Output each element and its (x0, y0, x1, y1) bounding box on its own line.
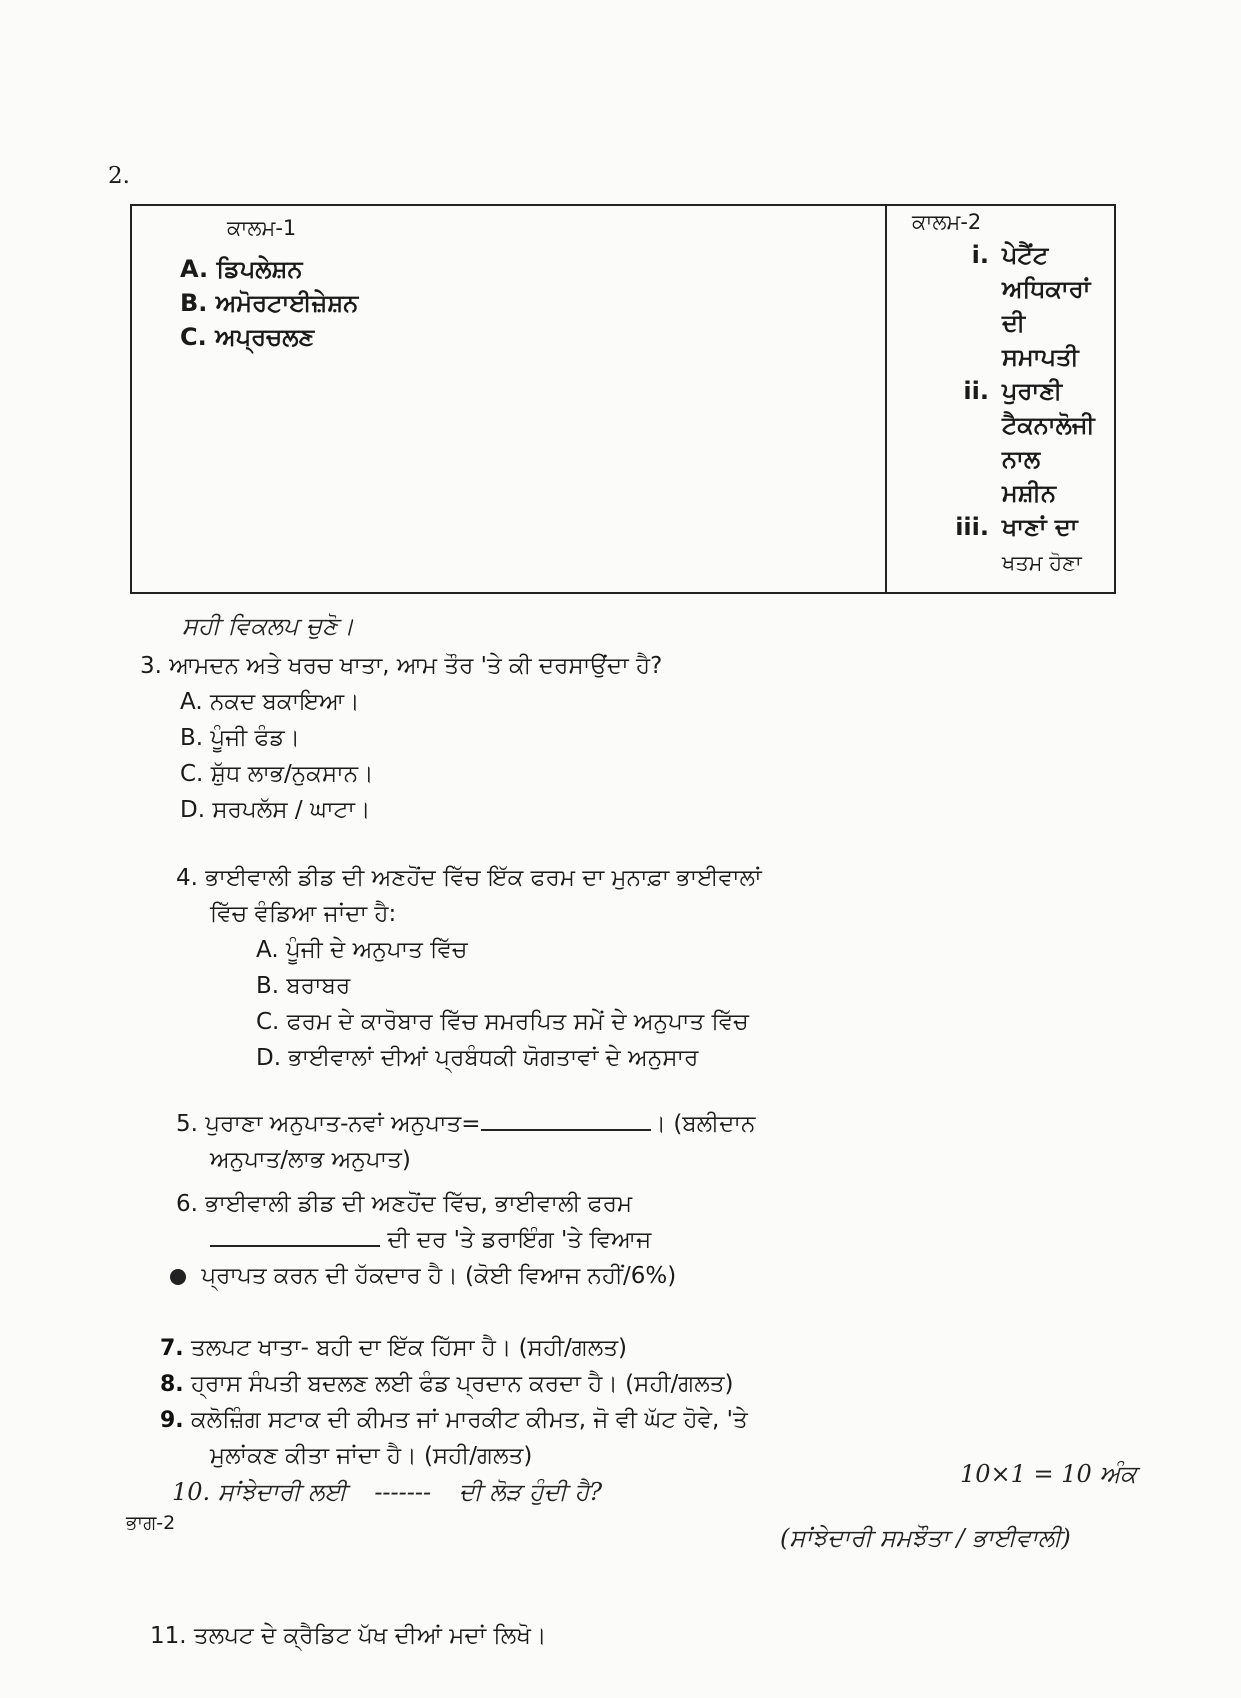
question-3 (140, 648, 662, 684)
question-number: 8. (160, 1372, 184, 1397)
question-number: 10. (172, 1478, 211, 1506)
option (256, 1004, 749, 1040)
column-divider (885, 206, 887, 592)
question-text: ਤਲਪਟ ਖਾਤਾ- ਬਹੀ ਦਾ ਇੱਕ ਹਿੱਸਾ ਹੈ। (ਸਹੀ/ਗਲਤ) (190, 1335, 628, 1361)
question-text: ਵਿੱਚ ਵੰਡਿਆ ਜਾਂਦਾ ਹੈ: (210, 901, 397, 927)
item-text: ਅਪ੍ਰਚਲਣ (215, 323, 315, 351)
answer-blank (481, 1129, 651, 1131)
item-text: ਅਧਿਕਾਰਾਂ (1002, 275, 1091, 303)
option-text: ਪੂੰਜੀ ਫੰਡ। (210, 725, 300, 751)
option (256, 968, 350, 1004)
option-text: ਪੂੰਜੀ ਦੇ ਅਨੁਪਾਤ ਵਿੱਚ (285, 937, 468, 963)
option-text: ਭਾਈਵਾਲਾਂ ਦੀਆਂ ਪ੍ਰਬੰਧਕੀ ਯੋਗਤਾਵਾਂ ਦੇ ਅਨੁਸਾਰ (288, 1045, 699, 1071)
option (256, 1040, 698, 1076)
option-text: ਫਰਮ ਦੇ ਕਾਰੋਬਾਰ ਵਿੱਚ ਸਮਰਪਿਤ ਸਮੇਂ ਦੇ ਅਨੁਪਾਤ ਵਿੱਚ (286, 1009, 749, 1035)
question-text-line (170, 1258, 676, 1294)
column-1-item-a (180, 252, 303, 286)
column-1-item-b (180, 286, 358, 320)
option-label: D. (180, 797, 206, 823)
answer-blank (210, 1245, 380, 1247)
question-text: ਭਾਈਵਾਲੀ ਡੀਡ ਦੀ ਅਣਹੋਂਦ ਵਿੱਚ, ਭਾਈਵਾਲੀ ਫਰਮ (205, 1191, 633, 1217)
marks-note: 10×1 = 10 ਅੰਕ (960, 1460, 1137, 1488)
option-label: A. (180, 689, 203, 715)
option-label: D. (256, 1045, 282, 1071)
option (256, 932, 467, 968)
question-text: ਮੁਲਾਂਕਣ ਕੀਤਾ ਜਾਂਦਾ ਹੈ। (ਸਹੀ/ਗਲਤ) (210, 1443, 533, 1469)
question-text-line (210, 1222, 651, 1258)
item-text: ਪੇਟੈਂਟ (1002, 241, 1049, 269)
question-8 (160, 1366, 734, 1403)
item-label: B. (180, 289, 208, 317)
question-number: 5. (176, 1111, 198, 1137)
option-label: A. (256, 937, 279, 963)
column-1-item-c (180, 320, 314, 354)
question-9 (160, 1402, 748, 1439)
question-11 (150, 1618, 546, 1654)
column-2-header: ਕਾਲਮ-2 (912, 210, 982, 234)
item-label: iii. (955, 513, 989, 541)
answer-options: (ਸਾਂਝੇਦਾਰੀ ਸਮਝੌਤਾ / ਭਾਈਵਾਲੀ) (780, 1524, 1071, 1552)
option-text: ਸਰਪਲੱਸ / ਘਾਟਾ। (212, 797, 371, 823)
item-text: ਅਮੋਰਟਾਈਜ਼ੇਸ਼ਨ (215, 289, 359, 317)
item-label: ii. (963, 377, 989, 405)
question-text: ਕਲੋਜ਼ਿੰਗ ਸਟਾਕ ਦੀ ਕੀਮਤ ਜਾਂ ਮਾਰਕੀਟ ਕੀਮਤ, ਜੋ ਵੀ ਘੱਟ ਹੋਵੇ, 'ਤੇ (190, 1407, 748, 1433)
question-text: ਅਨੁਪਾਤ/ਲਾਭ ਅਨੁਪਾਤ) (210, 1147, 411, 1173)
column-1-header: ਕਾਲਮ-1 (227, 216, 297, 240)
question-text: ਆਮਦਨ ਅਤੇ ਖਰਚ ਖਾਤਾ, ਆਮ ਤੌਰ 'ਤੇ ਕੀ ਦਰਸਾਉਂਦਾ ਹੈ? (169, 653, 663, 679)
item-text: ਮਸ਼ੀਨ (1002, 479, 1056, 507)
option (180, 756, 374, 792)
question-text: । (ਬਲੀਦਾਨ (650, 1111, 756, 1137)
item-text: ਸਮਾਪਤੀ (1002, 343, 1079, 371)
item-text: ਨਾਲ (1002, 445, 1041, 473)
question-text: ਦੀ ਦਰ 'ਤੇ ਡਰਾਇੰਗ 'ਤੇ ਵਿਆਜ (387, 1227, 652, 1253)
item-label: A. (180, 255, 209, 283)
question-number: 3. (140, 653, 162, 679)
option-label: B. (180, 725, 204, 751)
option-label: B. (256, 973, 280, 999)
option (180, 792, 371, 828)
question-text: ਭਾਈਵਾਲੀ ਡੀਡ ਦੀ ਅਣਹੋਂਦ ਵਿੱਚ ਇੱਕ ਫਰਮ ਦਾ ਮੁਨਾਫ਼ਾ ਭਾਈਵਾਲਾਂ (205, 865, 762, 891)
item-text: ਡਿਪਲੇਸ਼ਨ (216, 255, 303, 283)
question-text: ਦੀ ਲੋੜ ਹੁੰਦੀ ਹੈ? (458, 1478, 603, 1506)
handwritten-note: ਸਹੀ ਵਿਕਲਪ ਚੁਣੋ। (182, 612, 355, 640)
option-text: ਸ਼ੁੱਧ ਲਾਭ/ਨੁਕਸਾਨ। (210, 761, 374, 787)
question-6 (176, 1186, 632, 1222)
option-label: C. (256, 1009, 280, 1035)
question-text: ਹ੍ਰਾਸ ਸੰਪਤੀ ਬਦਲਣ ਲਈ ਫੰਡ ਪ੍ਰਦਾਨ ਕਰਦਾ ਹੈ। (ਸਹੀ/ਗਲਤ) (190, 1371, 734, 1397)
question-text: ਤਲਪਟ ਦੇ ਕ੍ਰੈਡਿਟ ਪੱਖ ਦੀਆਂ ਮਦਾਂ ਲਿਖੋ। (193, 1623, 547, 1649)
ink-blot (170, 1269, 186, 1285)
question-number: 11. (150, 1623, 187, 1649)
question-number: 6. (176, 1191, 198, 1217)
item-text: ਦੀ (1002, 309, 1026, 337)
question-number: 4. (176, 865, 198, 891)
question-number: 7. (160, 1336, 184, 1361)
question-number: 2. (108, 163, 130, 189)
question-10 (172, 1478, 602, 1506)
option-text: ਬਰਾਬਰ (286, 973, 351, 999)
option-label: C. (180, 761, 204, 787)
item-text: ਪੁਰਾਣੀ (1002, 377, 1063, 405)
answer-blank: ------- (374, 1478, 432, 1506)
match-table (130, 204, 1116, 594)
question-5 (176, 1106, 755, 1142)
item-text: ਟੈਕਨਾਲੋਜੀ (1002, 411, 1095, 439)
item-text: ਖਾਣਾਂ ਦਾ (1002, 513, 1078, 541)
item-text: ਖਤਮ ਹੋਣਾ (1002, 551, 1082, 575)
question-number: 9. (160, 1408, 184, 1433)
question-4 (176, 860, 762, 896)
question-7 (160, 1330, 627, 1367)
question-text: ਪ੍ਰਾਪਤ ਕਰਨ ਦੀ ਹੱਕਦਾਰ ਹੈ। (ਕੋਈ ਵਿਆਜ ਨਹੀਂ/6%) (201, 1263, 677, 1289)
option (180, 720, 300, 756)
item-label: C. (180, 323, 207, 351)
question-text: ਪੁਰਾਣਾ ਅਨੁਪਾਤ-ਨਵਾਂ ਅਨੁਪਾਤ= (205, 1111, 481, 1137)
item-label: i. (971, 241, 989, 269)
option (180, 684, 360, 720)
section-label: ਭਾਗ-2 (126, 1512, 176, 1534)
question-text: ਸਾਂਝੇਦਾਰੀ ਲਈ (217, 1478, 347, 1506)
option-text: ਨਕਦ ਬਕਾਇਆ। (209, 689, 360, 715)
